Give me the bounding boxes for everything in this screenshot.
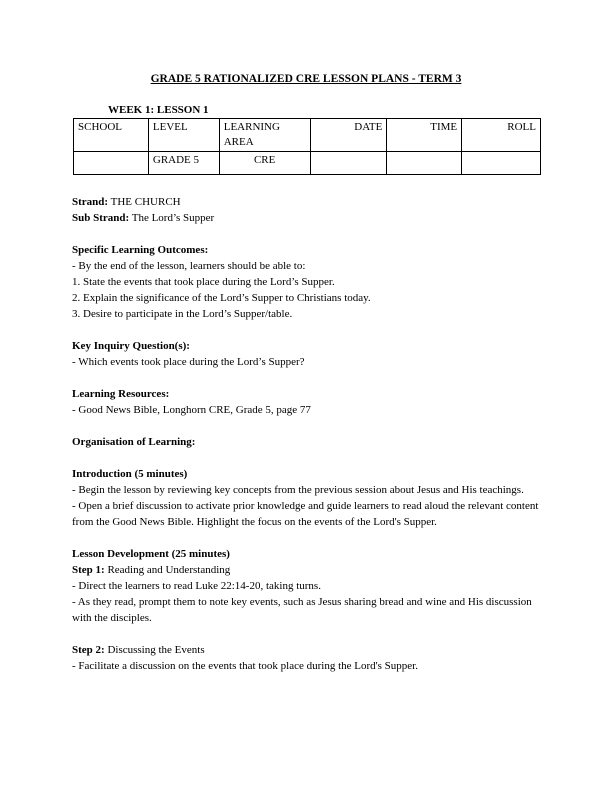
list-item: - Direct the learners to read Luke 22:14-20, taking turns. [72,580,321,592]
inquiry-text: - Which events took place during the Lord’s Supper? [72,356,305,368]
header-date: DATE [310,119,387,152]
list-item: 2. Explain the significance of the Lord’s Supper to Christians today. [72,292,371,304]
week-lesson-heading: WEEK 1: LESSON 1 [108,104,209,116]
header-level: LEVEL [148,119,219,152]
sub-strand-value: The Lord’s Supper [131,212,215,224]
document-title: GRADE 5 RATIONALIZED CRE LESSON PLANS - TERM 3 [150,73,462,85]
cell-school [74,152,149,175]
step2-title: Discussing the Events [107,644,205,656]
table-row [74,152,541,175]
lesson-info-table [73,118,541,175]
step1-label: Step 1: [72,564,105,576]
cell-roll [462,152,541,175]
list-item: - Facilitate a discussion on the events that took place during the Lord's Supper. [72,660,418,672]
cell-time [387,152,462,175]
inquiry-heading: Key Inquiry Question(s): [72,340,190,352]
step1-title: Reading and Understanding [107,564,231,576]
sub-strand-line [72,210,542,226]
list-item: 3. Desire to participate in the Lord’s Supper/table. [72,308,293,320]
header-time: TIME [387,119,462,152]
header-learning-area: LEARNING AREA [219,119,310,152]
sub-strand-label: Sub Strand: [72,212,130,224]
resources-text: - Good News Bible, Longhorn CRE, Grade 5, page 77 [72,404,311,416]
header-roll: ROLL [462,119,541,152]
outcomes-intro: - By the end of the lesson, learners should be able to: [72,260,306,272]
cell-learning-area: CRE [219,152,310,175]
list-item: - Open a brief discussion to activate prior knowledge and guide learners to read aloud the relevant content from the Good News Bible. Highlight the focus on the events of the Lord's Supper. [72,500,539,528]
list-item: - Begin the lesson by reviewing key concepts from the previous session about Jesus and His teachings. [72,484,524,496]
list-item: 1. State the events that took place during the Lord’s Supper. [72,276,335,288]
lesson-body [72,194,542,674]
strand-value: THE CHURCH [110,196,181,208]
step2-label: Step 2: [72,644,105,656]
header-school: SCHOOL [74,119,149,152]
introduction-heading: Introduction (5 minutes) [72,468,188,480]
cell-level: GRADE 5 [148,152,219,175]
strand-label: Strand: [72,196,109,208]
step2-line [72,642,542,658]
step1-line [72,562,542,578]
strand-line [72,194,542,210]
development-heading: Lesson Development (25 minutes) [72,548,230,560]
organisation-heading: Organisation of Learning: [72,436,196,448]
outcomes-heading: Specific Learning Outcomes: [72,244,209,256]
table-header-row [74,119,541,152]
list-item: - As they read, prompt them to note key events, such as Jesus sharing bread and wine and His discussion with the disciples. [72,596,532,624]
cell-date [310,152,387,175]
resources-heading: Learning Resources: [72,388,170,400]
